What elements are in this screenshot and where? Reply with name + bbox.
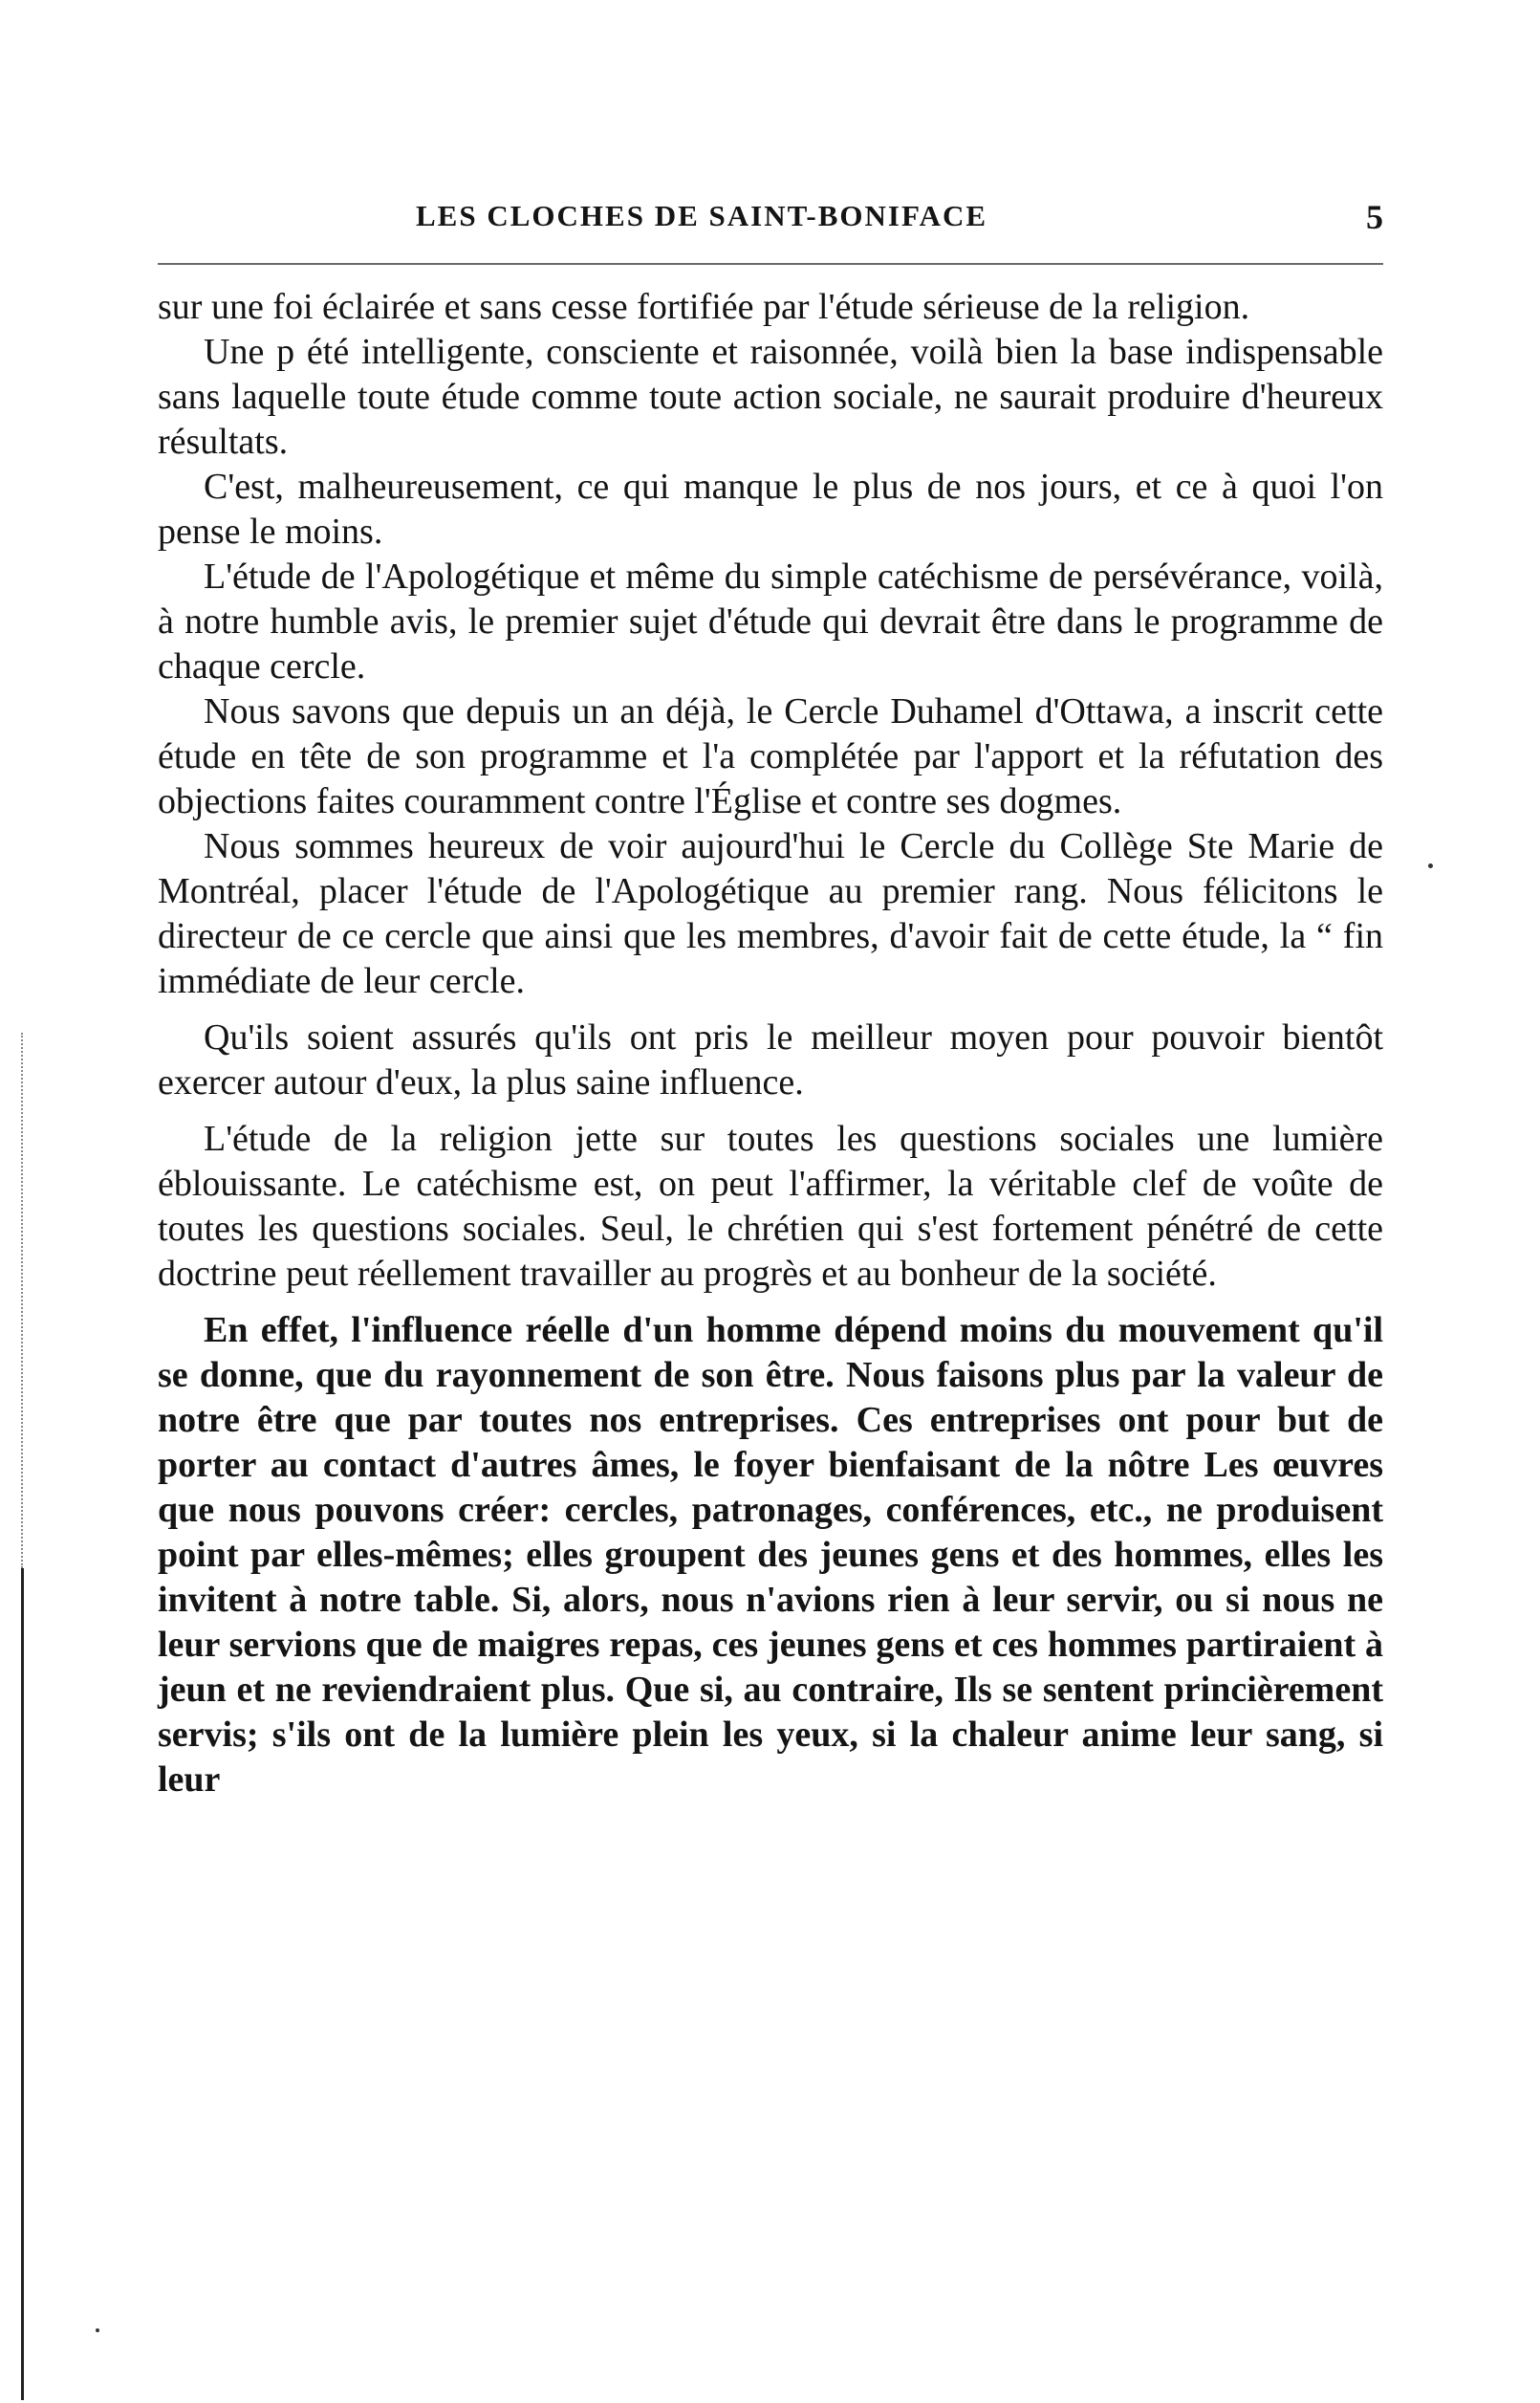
paragraph-5: Nous savons que depuis un an déjà, le Cercle Duhamel d'Ottawa, a inscrit cette étude en tête de son programme et l'a complétée par l'apport et la réfutation des objections faites couramment contre l'Église et contre ses dogmes. xyxy=(158,691,1383,821)
paragraph-2: Une p été intelligente, consciente et raisonnée, voilà bien la base indispensable sans laquelle toute étude comme toute action sociale, ne saurait produire d'heureux résultats. xyxy=(158,332,1383,462)
binding-edge-line xyxy=(21,1568,24,2400)
ink-speck xyxy=(1428,863,1433,868)
header-rule xyxy=(158,263,1383,265)
paragraph-7: Qu'ils soient assurés qu'ils ont pris le meilleur moyen pour pouvoir bientôt exercer autour d'eux, la plus saine influence. xyxy=(158,1017,1383,1103)
binding-edge-dotted xyxy=(21,1033,23,1568)
paragraph-1: sur une foi éclairée et sans cesse fortifiée par l'étude sérieuse de la religion. xyxy=(158,287,1250,327)
ink-speck xyxy=(96,2328,99,2332)
paragraph-6: Nous sommes heureux de voir aujourd'hui le Cercle du Collège Ste Marie de Montréal, placer l'étude de l'Apologétique au premier rang. Nous félicitons le directeur de ce cercle que ainsi que les membres, d'avoir fait de cette étude, la “ fin immédiate de leur cercle. xyxy=(158,826,1383,1001)
paragraph-4: L'étude de l'Apologétique et même du simple catéchisme de persévérance, voilà, à notre humble avis, le premier sujet d'étude qui devrait être dans le programme de chaque cercle. xyxy=(158,557,1383,687)
paragraph-3: C'est, malheureusement, ce qui manque le plus de nos jours, et ce à quoi l'on pense le moins. xyxy=(158,467,1383,552)
page-header xyxy=(158,199,1383,256)
paragraph-9: En effet, l'influence réelle d'un homme dépend moins du mouvement qu'il se donne, que du rayonnement de son être. Nous faisons plus par la valeur de notre être que par toutes nos entreprises. Ces entreprises ont pour but de porter au contact d'autres âmes, le foyer bienfaisant de la nôtre Les œuvres que nous pouvons créer: cercles, patronages, conférences, etc., ne produisent point par elles-mêmes; elles groupent des jeunes gens et des hommes, elles les invitent à notre table. Si, alors, nous n'avions rien à leur servir, ou si nous ne leur servions que de maigres repas, ces jeunes gens et ces hommes partiraient à jeun et ne reviendraient plus. Que si, au contraire, Ils se sentent princièrement servis; s'ils ont de la lumière plein les yeux, si la chaleur anime leur sang, si leur xyxy=(158,1310,1383,1800)
running-title: LES CLOCHES DE SAINT-BONIFACE xyxy=(416,199,988,232)
page-number: 5 xyxy=(1366,198,1383,236)
paragraph-8: L'étude de la religion jette sur toutes les questions sociales une lumière éblouissante. Le catéchisme est, on peut l'affirmer, la véritable clef de voûte de toutes les questions sociales. Seul, le chrétien qui s'est fortement pénétré de cette doctrine peut réellement travailler au progrès et au bonheur de la société. xyxy=(158,1119,1383,1294)
body-text xyxy=(158,285,1383,1802)
